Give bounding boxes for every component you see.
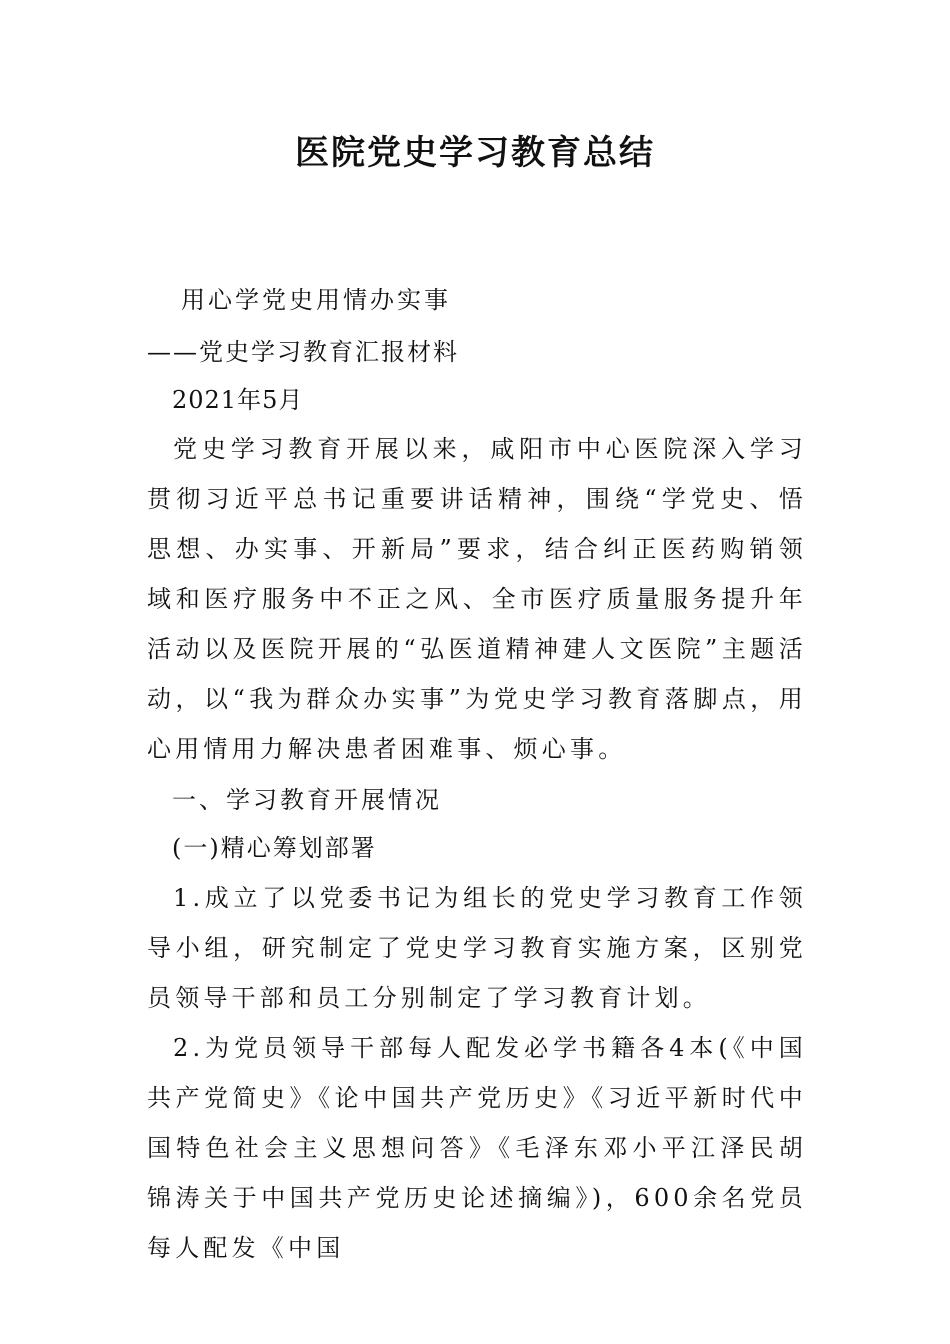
paragraph-item-one bbox=[147, 873, 807, 1023]
paragraph-item-two bbox=[147, 1023, 807, 1273]
paragraph-item-one-text: 1.成立了以党委书记为组长的党史学习教育工作领导小组，研究制定了党史学习教育实施方案，区别党员领导干部和员工分别制定了学习教育计划。 bbox=[147, 884, 807, 1012]
document-date: 2021年5月 bbox=[172, 386, 304, 414]
subsection-heading-one: (一)精心筹划部署 bbox=[172, 834, 377, 862]
paragraph-intro bbox=[147, 424, 807, 774]
document-subheading: ——党史学习教育汇报材料 bbox=[147, 338, 459, 366]
paragraph-item-two-text: 2.为党员领导干部每人配发必学书籍各4本(《中国共产党简史》《论中国共产党历史》《习近平新时代中国特色社会主义思想问答》《毛泽东邓小平江泽民胡锦涛关于中国共产党历史论述摘编》)，600余名党员每人配发《中国 bbox=[147, 1034, 807, 1262]
document-title: 医院党史学习教育总结 bbox=[295, 133, 655, 173]
document-subtitle: 用心学党史用情办实事 bbox=[181, 286, 451, 314]
section-heading-one: 一、学习教育开展情况 bbox=[172, 786, 442, 814]
paragraph-intro-text: 党史学习教育开展以来，咸阳市中心医院深入学习贯彻习近平总书记重要讲话精神，围绕“学党史、悟思想、办实事、开新局”要求，结合纠正医药购销领域和医疗服务中不正之风、全市医疗质量服务提升年活动以及医院开展的“弘医道精神建人文医院”主题活动，以“我为群众办实事”为党史学习教育落脚点，用心用情用力解决患者困难事、烦心事。 bbox=[147, 435, 807, 763]
